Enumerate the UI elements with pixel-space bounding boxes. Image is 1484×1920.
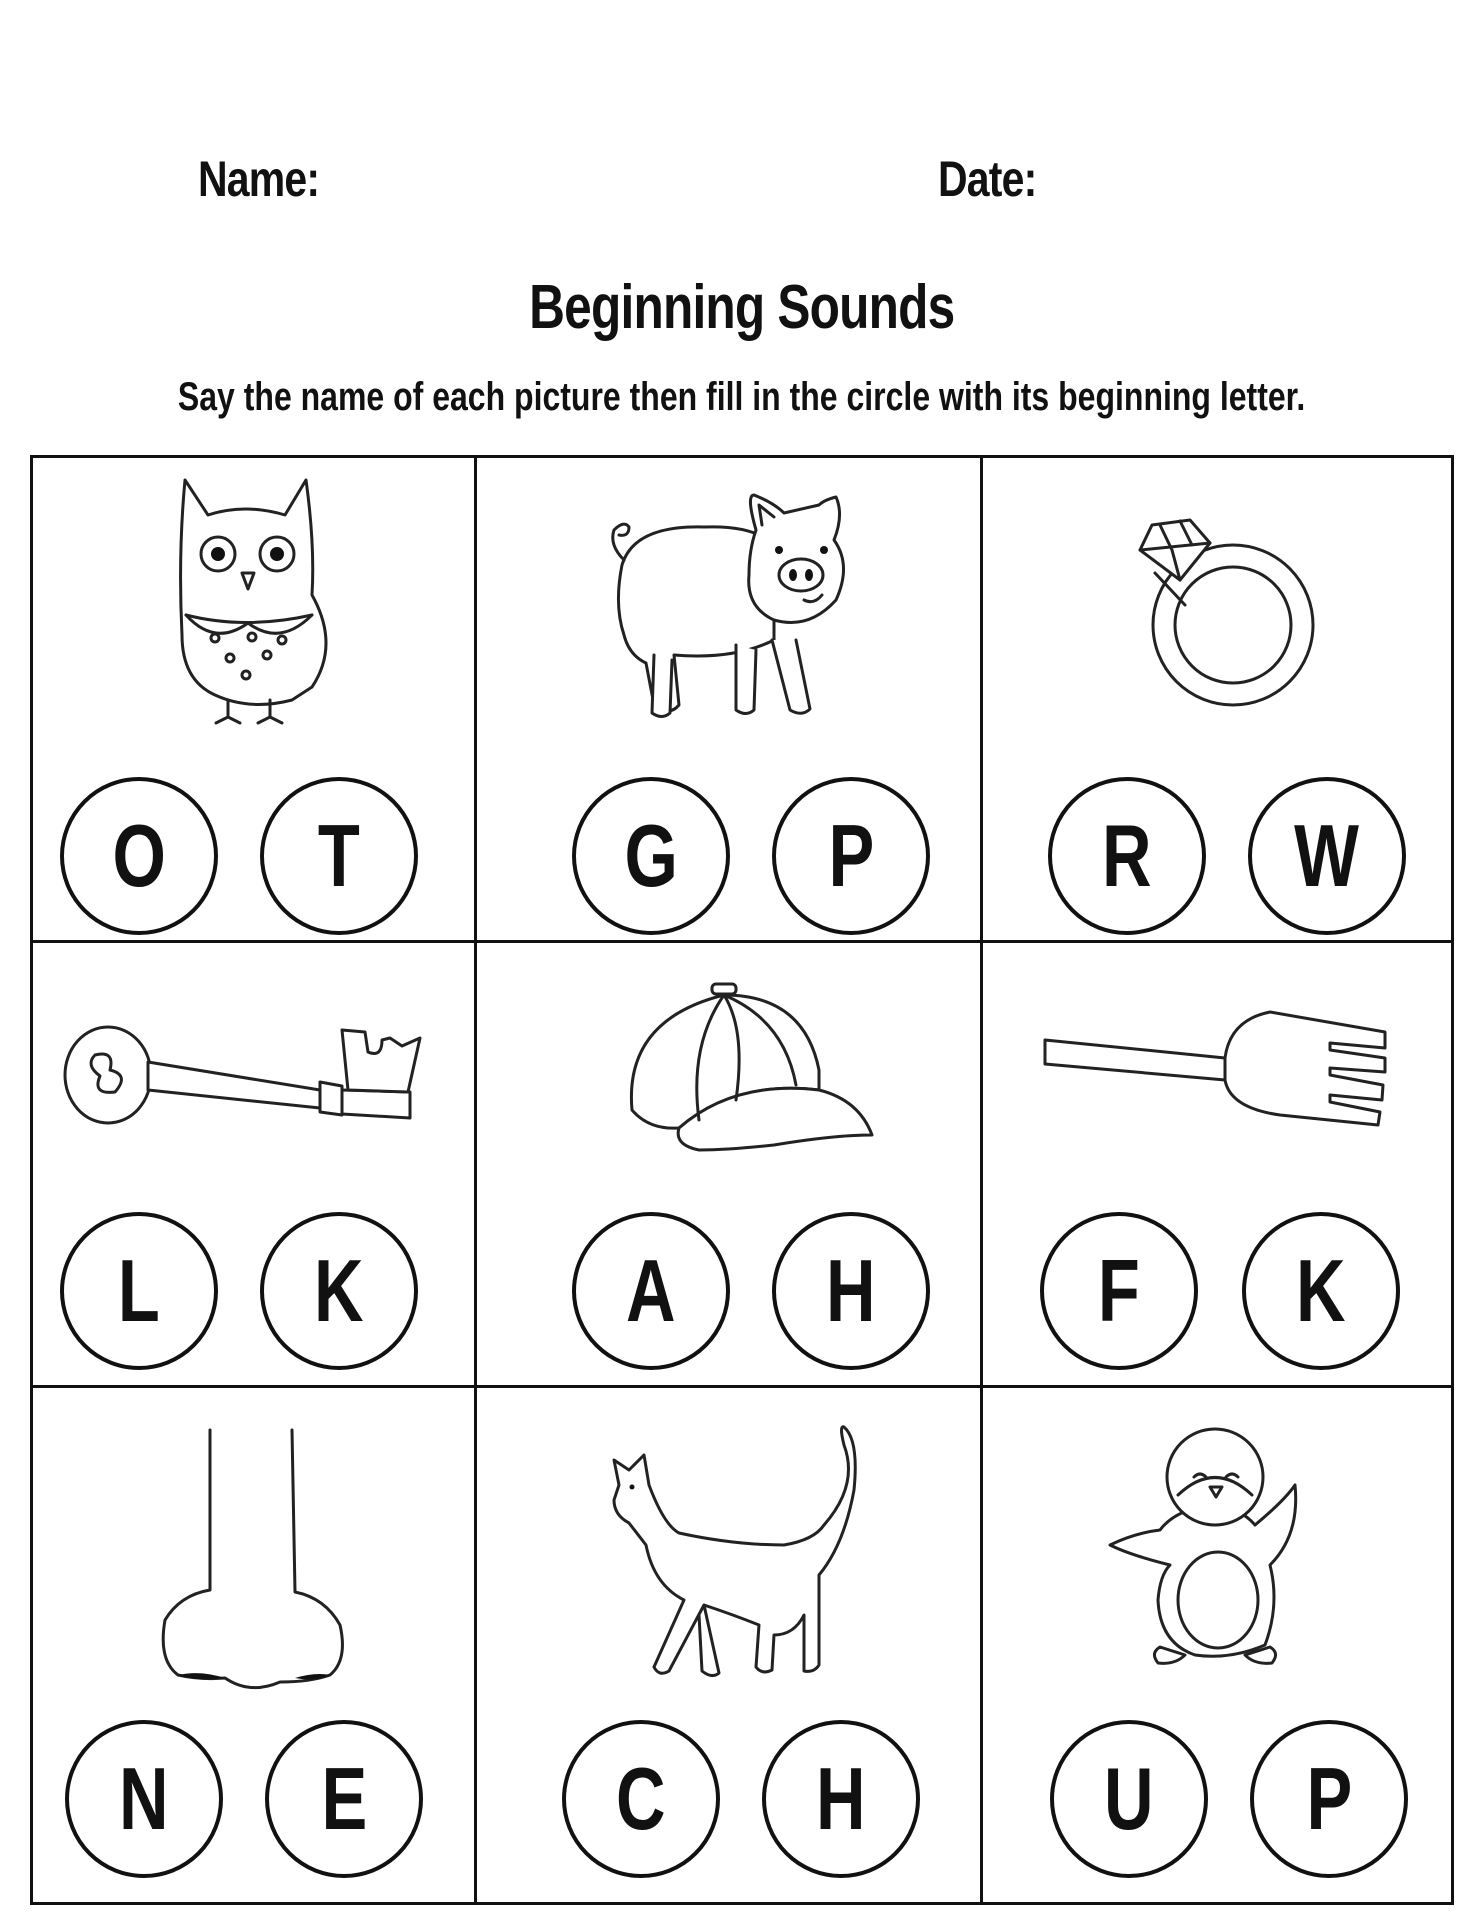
option-circle[interactable]: A [572, 1212, 730, 1370]
worksheet-cell-cat [474, 1385, 980, 1902]
option-circle[interactable]: P [772, 777, 930, 935]
cat-icon [474, 1405, 980, 1705]
page-title: Beginning Sounds [529, 273, 955, 342]
option-circle[interactable]: O [60, 777, 218, 935]
option-circle[interactable]: H [772, 1212, 930, 1370]
date-label: Date: [938, 151, 1037, 207]
worksheet-cell-hat [474, 940, 980, 1385]
option-circle[interactable]: K [1242, 1212, 1400, 1370]
name-label: Name: [198, 151, 320, 207]
option-circle[interactable]: C [562, 1720, 720, 1878]
hat-icon [474, 940, 980, 1220]
worksheet-cell-pig [474, 455, 980, 940]
option-circle[interactable]: K [260, 1212, 418, 1370]
option-circle[interactable]: E [265, 1720, 423, 1878]
option-circle[interactable]: W [1248, 777, 1406, 935]
worksheet-cell-owl [30, 455, 474, 940]
worksheet-cell-key [30, 940, 474, 1385]
worksheet-cell-fork [980, 940, 1451, 1385]
ring-icon [980, 455, 1451, 735]
worksheet-cell-penguin [980, 1385, 1451, 1902]
penguin-icon [980, 1405, 1451, 1705]
worksheet-grid [30, 455, 1454, 1905]
grid-line [30, 1902, 1454, 1905]
option-circle[interactable]: H [762, 1720, 920, 1878]
owl-icon [30, 455, 474, 735]
key-icon [30, 940, 474, 1220]
nose-icon [30, 1410, 474, 1710]
option-circle[interactable]: F [1040, 1212, 1198, 1370]
option-circle[interactable]: U [1050, 1720, 1208, 1878]
grid-line [1451, 455, 1454, 1905]
option-circle[interactable]: N [65, 1720, 223, 1878]
fork-icon [980, 940, 1451, 1220]
option-circle[interactable]: P [1250, 1720, 1408, 1878]
option-circle[interactable]: R [1048, 777, 1206, 935]
worksheet-cell-ring [980, 455, 1451, 940]
option-circle[interactable]: T [260, 777, 418, 935]
instructions: Say the name of each picture then fill in the circle with its beginning letter. [178, 375, 1306, 419]
worksheet-cell-nose [30, 1385, 474, 1902]
pig-icon [474, 455, 980, 735]
option-circle[interactable]: G [572, 777, 730, 935]
option-circle[interactable]: L [60, 1212, 218, 1370]
